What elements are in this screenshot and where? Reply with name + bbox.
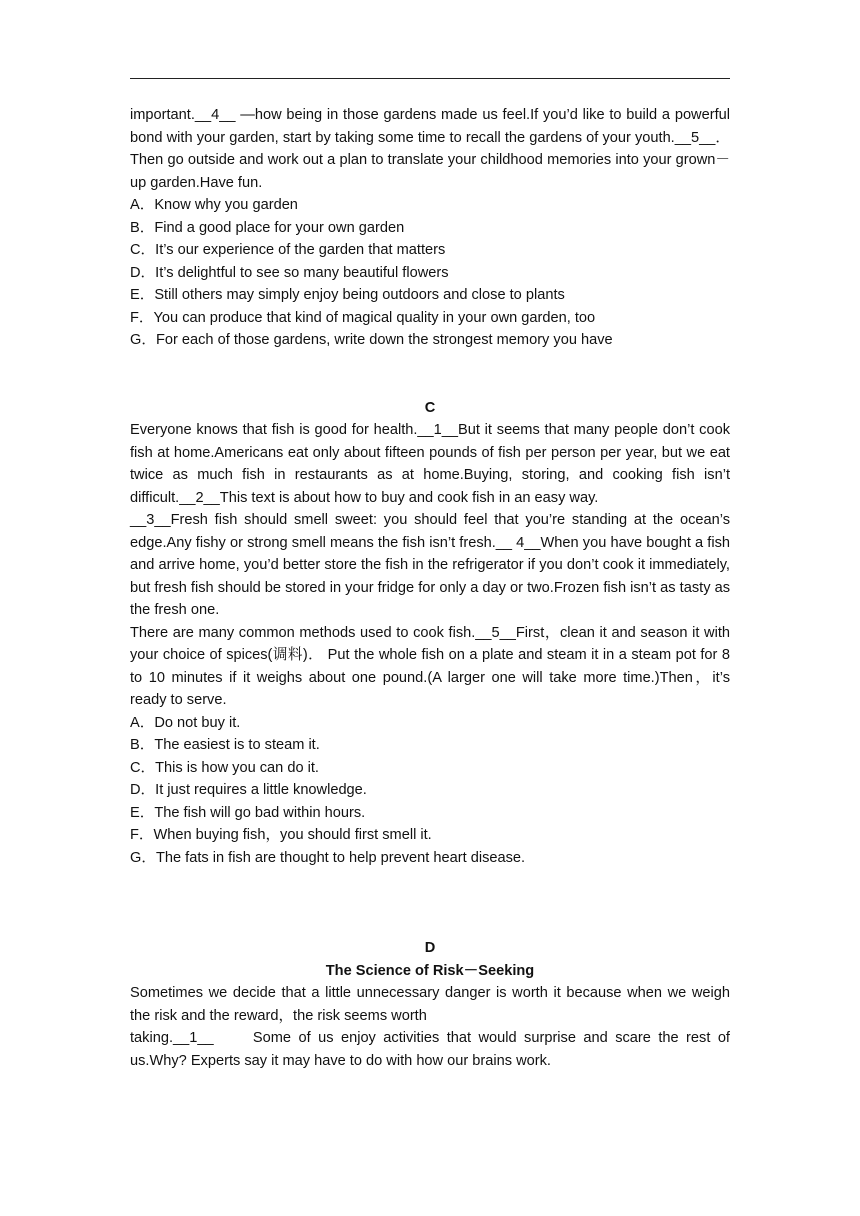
section-d-heading: D bbox=[424, 940, 436, 956]
option-d: D．It just requires a little knowledge. bbox=[130, 782, 367, 798]
option-c: C．This is how you can do it. bbox=[130, 759, 319, 776]
option-a: A．Do not buy it. bbox=[130, 714, 241, 731]
option-g: G．For each of those gardens, write down the strongest memory you have bbox=[130, 332, 613, 348]
section-d-paragraph-line1: Sometimes we decide that a little unnecessary danger is worth it because when we weigh the risk and the reward，the risk seems worth bbox=[130, 985, 730, 1024]
section-c-paragraph-2: __3__Fresh fish should smell sweet: you should feel that you’re standing at the ocean’s edge.Any fishy or strong smell means the fish isn’t fresh.__ 4__When you have bought a fish and arrive home, you’d better store the fish in the refrigerator if you don’t cook it immediately, but fresh fish should be stored in your fridge for only a day or two.Frozen fish isn’t as tasty as the fresh one. bbox=[130, 512, 730, 618]
option-a: A．Know why you garden bbox=[130, 197, 298, 213]
option-e: E．Still others may simply enjoy being outdoors and close to plants bbox=[130, 287, 565, 303]
option-c: C．It’s our experience of the garden that matters bbox=[130, 242, 446, 258]
section-c-heading: C bbox=[424, 399, 436, 416]
spacer bbox=[130, 352, 730, 397]
option-d: D．It’s delightful to see so many beautiful flowers bbox=[130, 264, 449, 281]
section-c-paragraph-1: Everyone knows that fish is good for health.__1__But it seems that many people don’t cook fish at home.Americans eat only about fifteen pounds of fish per person per year, but we eat twice as much fish in restaurants as at home.Buying, storing, and cooking fish isn’t difficult.__2__This text is about how to buy and cook fish in an easy way. bbox=[130, 422, 730, 506]
section-d-title: The Science of Risk－Seeking bbox=[325, 962, 535, 979]
option-e: E．The fish will go bad within hours. bbox=[130, 804, 366, 821]
option-f: F．When buying fish，you should first smell it. bbox=[130, 827, 432, 843]
document-body bbox=[130, 104, 730, 1072]
option-b: B．The easiest is to steam it. bbox=[130, 737, 320, 753]
section-d-paragraph-rest: taking.__1__ Some of us enjoy activities that would surprise and scare the rest of us.Why? Experts say it may have to do with how our brains work. bbox=[130, 1030, 730, 1069]
option-g: G．The fats in fish are thought to help prevent heart disease. bbox=[130, 849, 526, 866]
section-b-options bbox=[130, 194, 730, 352]
option-b: B．Find a good place for your own garden bbox=[130, 219, 405, 236]
option-f: F．You can produce that kind of magical quality in your own garden, too bbox=[130, 309, 596, 326]
header-rule bbox=[130, 78, 730, 79]
section-c-options bbox=[130, 712, 730, 870]
section-b-paragraph: important.__4__ —how being in those gardens made us feel.If you’d like to build a powerful bond with your garden, start by taking some time to recall the gardens of your youth.__5__． Then go outside and work out a plan to translate your childhood memories into your grown－up garden.Have fun. bbox=[130, 107, 730, 191]
spacer bbox=[130, 869, 730, 937]
section-c-paragraph-3: There are many common methods used to cook fish.__5__First，clean it and season it with your choice of spices(调料)． Put the whole fish on a plate and steam it in a steam pot for 8 to 10 minutes if it weighs about one pound.(A larger one will take more time.)Then，it’s ready to serve. bbox=[130, 624, 730, 708]
